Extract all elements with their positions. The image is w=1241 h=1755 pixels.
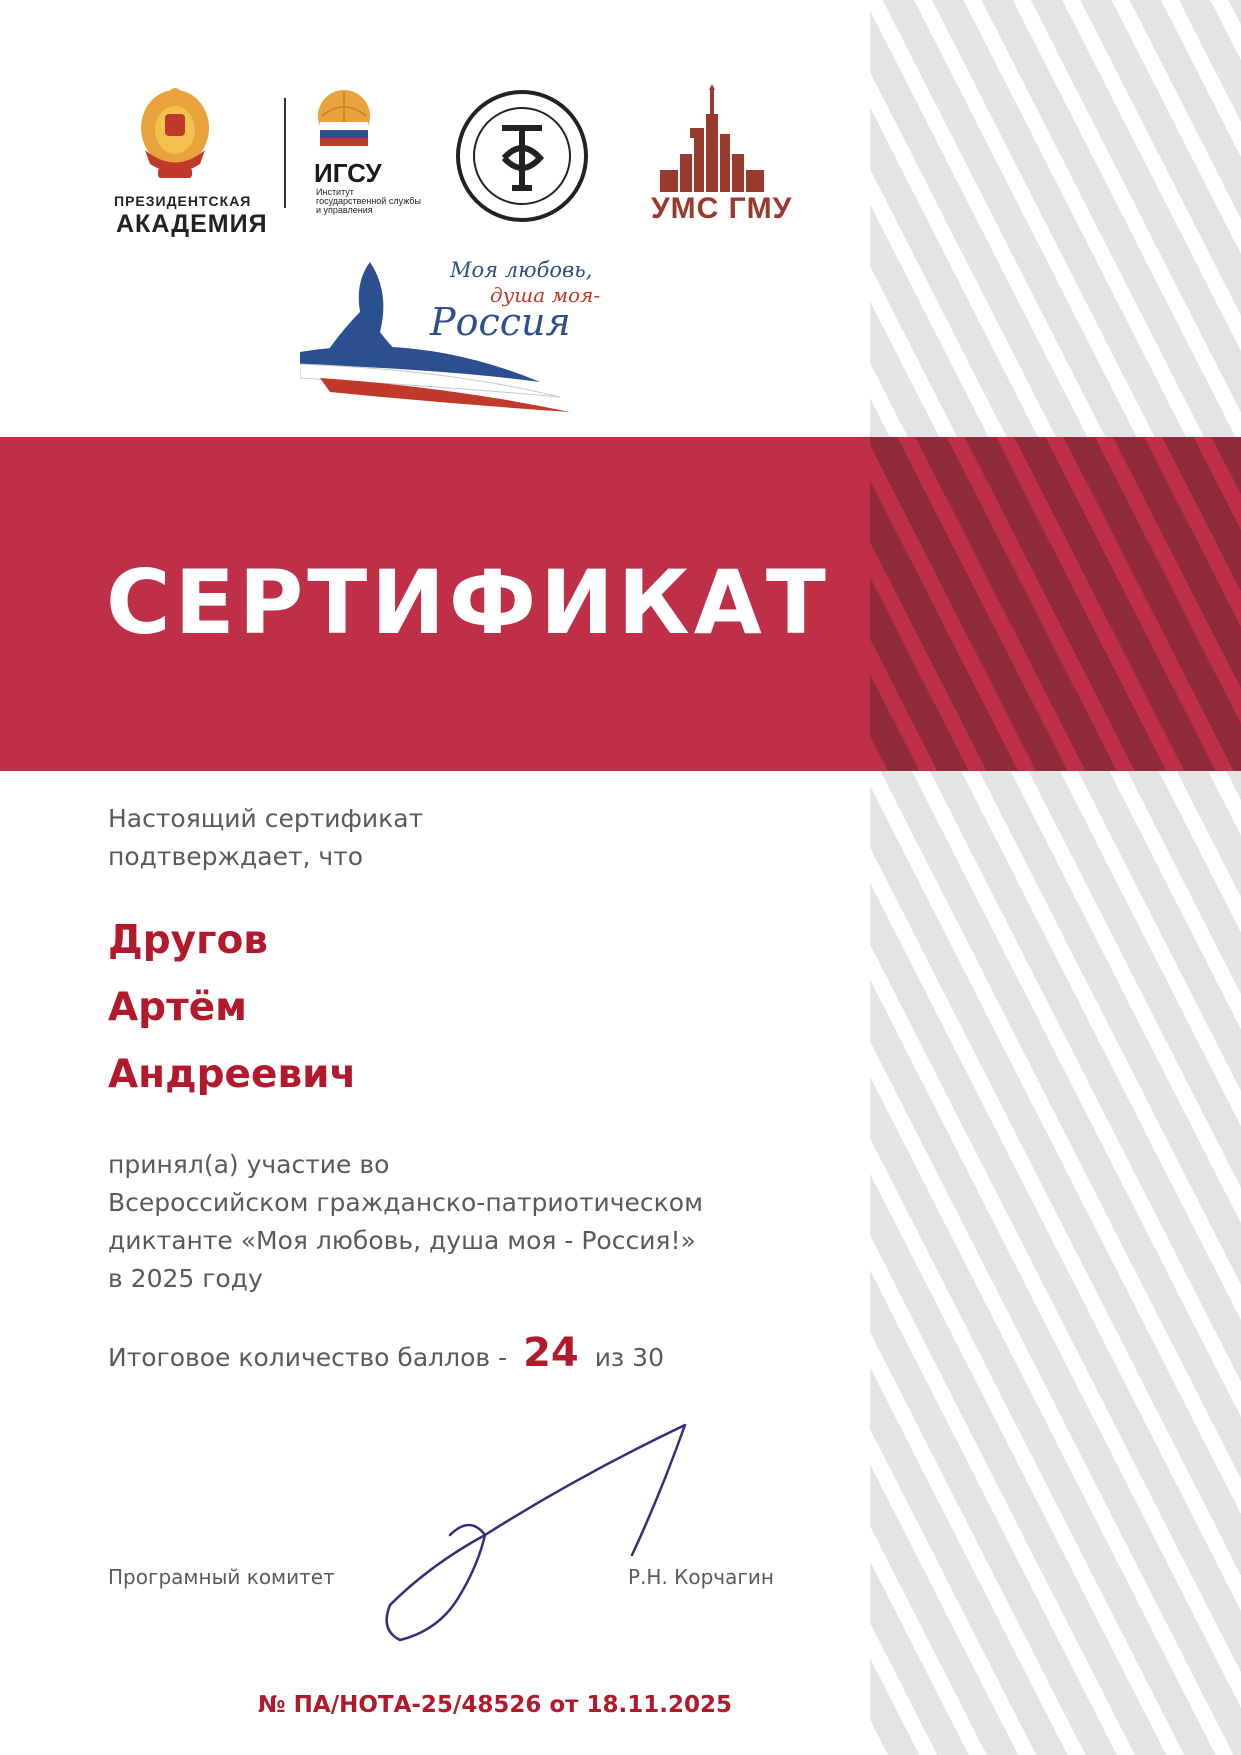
intro-text: [108, 800, 423, 876]
signature: [360, 1415, 700, 1645]
eagle-emblem-icon: [120, 80, 270, 190]
participation-line-4: в 2025 году: [108, 1264, 263, 1293]
recipient-surname: Другов: [108, 918, 268, 963]
dictation-title-line3: Россия: [430, 300, 571, 344]
participation-line-2: Всероссийском гражданско-патриотическом: [108, 1188, 703, 1217]
score-line: [108, 1330, 664, 1376]
title-band-pattern: [870, 437, 1241, 771]
logo-divider: [284, 98, 286, 208]
ums-gmu-logo: [650, 84, 770, 192]
building-skyline-icon: [650, 84, 770, 192]
dictation-title-line2: душа моя-: [490, 283, 601, 307]
decorative-pattern: [870, 0, 1241, 1755]
participation-line-1: принял(а) участие во: [108, 1150, 390, 1179]
participation-line-3: диктанте «Моя любовь, душа моя - Россия!»: [108, 1226, 696, 1255]
certificate-number: № ПА/НОТА-25/48526 от 18.11.2025: [257, 1692, 733, 1718]
igsu-name: ИГСУ: [314, 158, 382, 188]
recipient-first-name: Артём: [108, 985, 248, 1030]
intro-line-1: Настоящий сертификат: [108, 804, 424, 833]
presidential-academy-logo: [114, 80, 270, 240]
score-label: Итоговое количество баллов -: [108, 1343, 508, 1372]
academy-label-bottom: АКАДЕМИЯ: [116, 210, 268, 238]
signer-name: Р.Н. Корчагин: [628, 1565, 774, 1589]
ums-gmu-label: УМС ГМУ: [651, 192, 793, 225]
score-max: из 30: [594, 1343, 664, 1372]
intro-line-2: подтверждает, что: [108, 842, 364, 871]
academy-label-top: ПРЕЗИДЕНТСКАЯ: [114, 193, 252, 209]
recipient-patronymic: Андреевич: [108, 1052, 357, 1097]
globe-flag-icon: [314, 88, 374, 152]
dictation-title-line1: Моя любовь,: [450, 258, 593, 282]
association-seal-icon: [454, 88, 590, 224]
score-value: 24: [523, 1330, 579, 1376]
committee-label: Програмный комитет: [108, 1565, 335, 1589]
participation-text: [108, 1146, 868, 1298]
theological-association-logo: [454, 88, 590, 224]
igsu-subtitle: Институт государственной службы и управления: [316, 187, 421, 215]
certificate-title: СЕРТИФИКАТ: [106, 551, 830, 654]
